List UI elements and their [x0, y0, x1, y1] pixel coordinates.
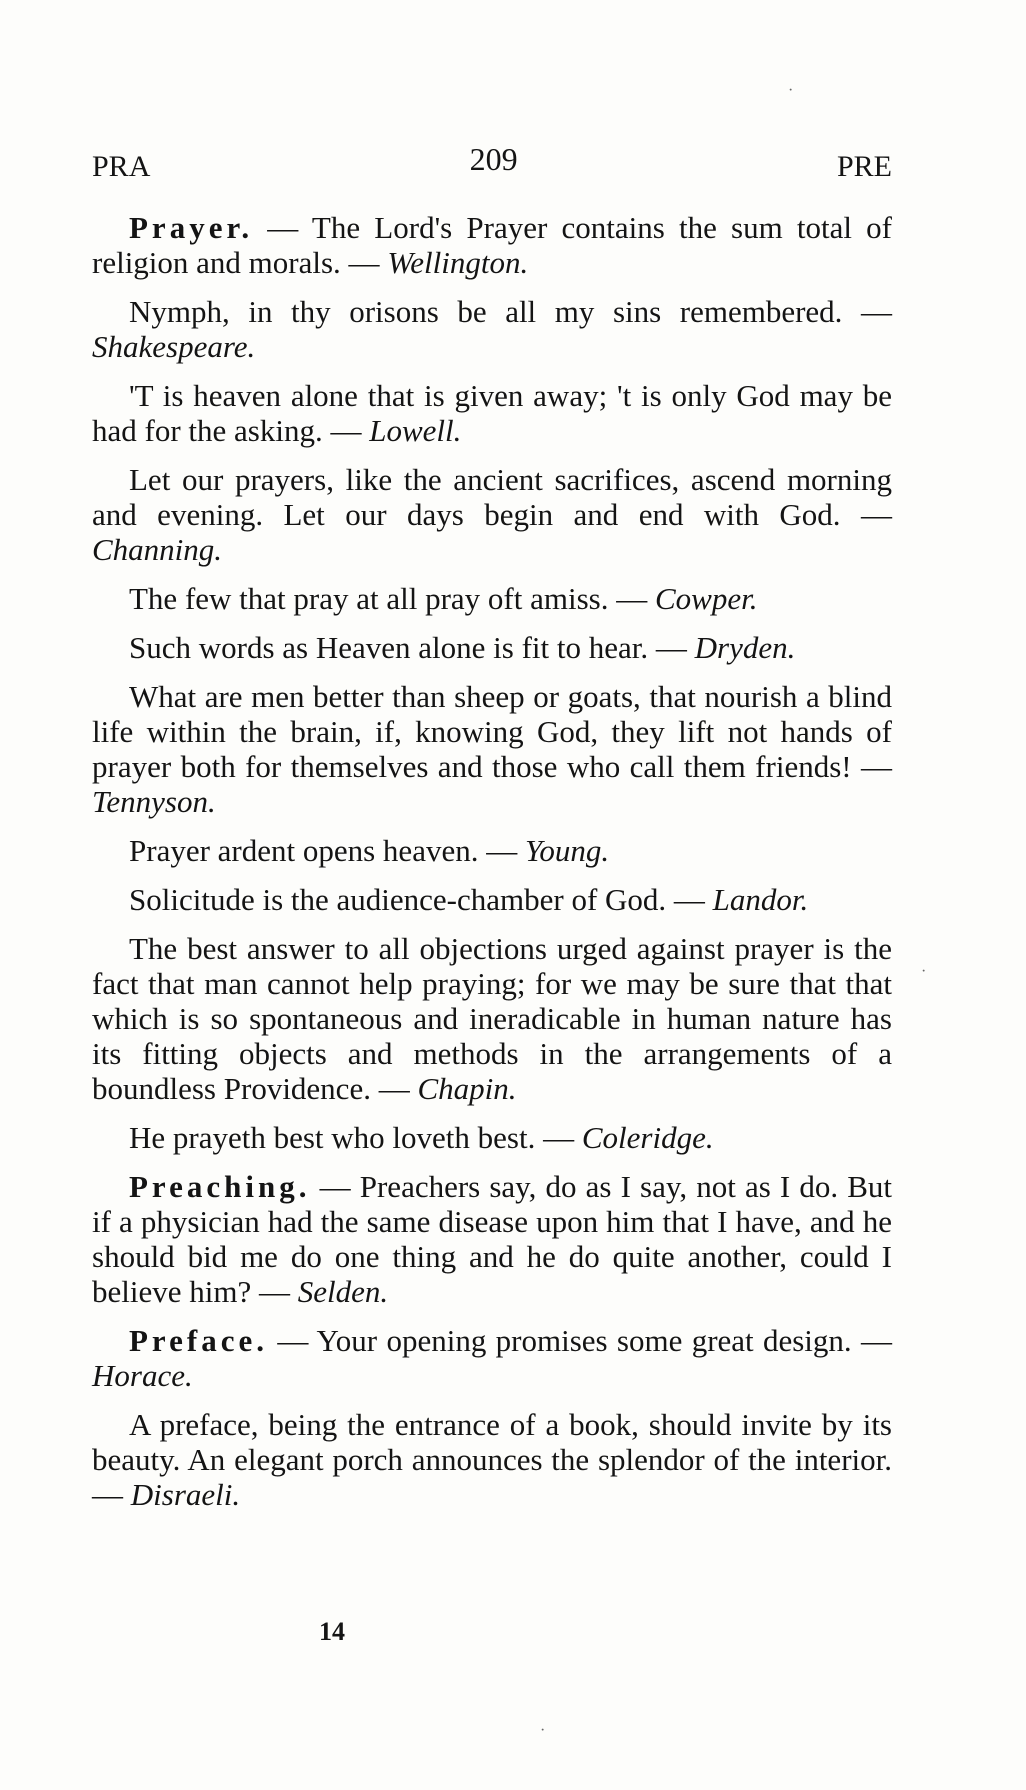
quote-text: Solicitude is the audience-chamber of God. — [129, 882, 713, 917]
topic-heading: Prayer. [129, 210, 254, 245]
quote-author: Disraeli. [130, 1477, 241, 1512]
quote-text: Such words as Heaven alone is fit to hear. — [129, 630, 695, 665]
quote-entry [92, 462, 892, 567]
quote-author: Dryden. [694, 630, 796, 665]
quote-author: Wellington. [387, 245, 529, 280]
quote-entry [92, 882, 892, 917]
quote-entry [92, 931, 892, 1106]
header-right-guide-word: PRE [836, 150, 892, 183]
quote-entry [92, 581, 892, 616]
topic-heading: Preaching. [129, 1169, 311, 1204]
quote-author: Landor. [712, 882, 809, 917]
quote-author: Young. [524, 833, 610, 868]
quote-text: He prayeth best who loveth best. — [129, 1120, 582, 1155]
quote-author: Tennyson. [92, 784, 216, 819]
quote-text: 'T is heaven alone that is given away; 't is only God may be had for the asking. — [92, 378, 892, 448]
quote-author: Horace. [92, 1358, 193, 1393]
quote-entry [92, 1323, 892, 1393]
quote-author: Selden. [297, 1274, 389, 1309]
speck-mark: · [921, 963, 927, 980]
quote-author: Lowell. [369, 413, 462, 448]
quote-entry [92, 833, 892, 868]
quote-author: Chapin. [417, 1071, 517, 1106]
quote-entry [92, 1169, 892, 1309]
quote-text: — The Lord's Prayer contains the sum total of religion and morals. — [92, 210, 892, 280]
quote-author: Shakespeare. [92, 329, 256, 364]
topic-heading: Preface. [129, 1323, 268, 1358]
quote-text: — Your opening promises some great design. — [268, 1323, 892, 1358]
page-body [92, 141, 892, 1526]
quote-author: Channing. [92, 532, 223, 567]
speck-mark: · [540, 1722, 546, 1739]
quote-entry [92, 378, 892, 448]
quote-entry [92, 1407, 892, 1512]
quote-author: Cowper. [654, 581, 758, 616]
quote-author: Coleridge. [581, 1120, 714, 1155]
quote-entry [92, 294, 892, 364]
quote-entry [92, 679, 892, 819]
quote-text: Nymph, in thy orisons be all my sins remembered. — [129, 294, 892, 329]
quote-text: The best answer to all objections urged against prayer is the fact that man cannot help praying; for we may be sure that that which is so spontaneous and ineradicable in human nature has its fitting objects and methods in the arrangements of a boundless Providence. — [92, 931, 892, 1106]
quote-text: A preface, being the entrance of a book, should invite by its beauty. An elegant porch announces the splendor of the interior. — [92, 1407, 892, 1512]
speck-mark: · [788, 82, 794, 99]
running-header [92, 141, 892, 184]
signature-mark: 14 [319, 1617, 345, 1646]
quote-entry [92, 210, 892, 280]
quote-text: The few that pray at all pray oft amiss. — [129, 581, 655, 616]
quote-text: What are men better than sheep or goats, that nourish a blind life within the brain, if, knowing God, they lift not hands of prayer both for themselves and those who call them friends! — [92, 679, 892, 784]
page-number: 209 [469, 141, 518, 177]
quote-text: Let our prayers, like the ancient sacrifices, ascend morning and evening. Let our days begin and end with God. — [92, 462, 892, 532]
quote-text: — Preachers say, do as I say, not as I do. But if a physician had the same disease upon him that I have, and he should bid me do one thing and he do quite another, could I believe him? — [92, 1169, 892, 1309]
quote-entry [92, 630, 892, 665]
header-left-guide-word: PRA [92, 150, 151, 183]
quote-text: Prayer ardent opens heaven. — [129, 833, 525, 868]
quote-entry [92, 1120, 892, 1155]
